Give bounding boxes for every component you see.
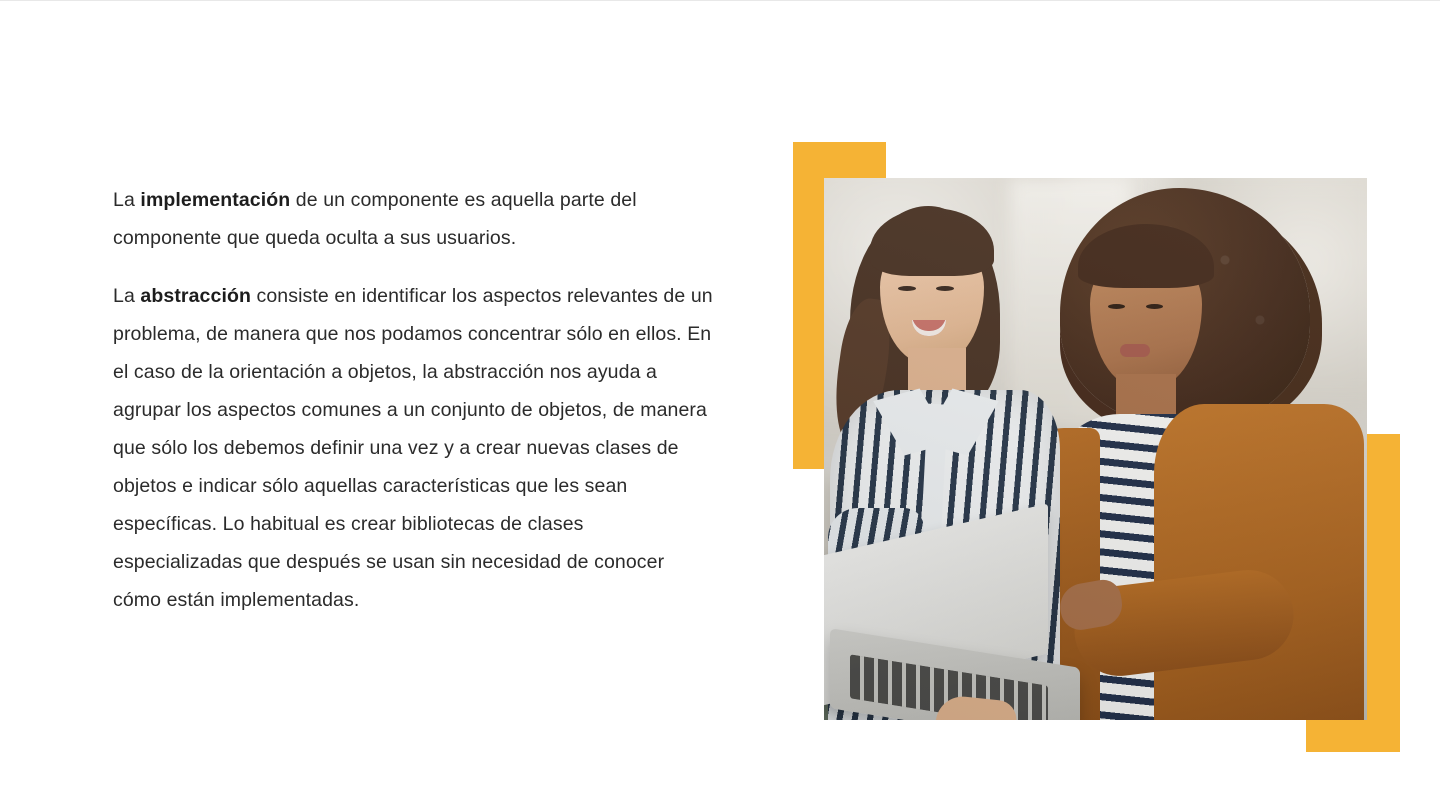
woman-left-eye-right — [936, 286, 954, 291]
paragraph-1-lead: La — [113, 189, 141, 211]
paragraph-1-bold-term: implementación — [140, 189, 291, 211]
photo-two-women-with-laptop — [824, 178, 1367, 720]
woman-left-eye-left — [898, 286, 916, 291]
woman-right-cardigan — [1154, 404, 1364, 720]
paragraph-abstraccion — [113, 277, 713, 619]
paragraph-implementacion — [113, 181, 713, 257]
paragraph-2-rest: consiste en identificar los aspectos relevantes de un problema, de manera que nos podamos concentrar sólo en ellos. En el caso de la orientación a objetos, la abstracción nos ayuda a agrupar los aspectos comunes a un conjunto de objetos, de manera que sólo los debemos definir una vez y a crear nuevas clases de objetos e indicar sólo aquellas características que les sean específicas. Lo habitual es crear bibliotecas de clases especializadas que después se usan sin necesidad de conocer cómo están implementadas. — [113, 285, 713, 611]
paragraph-2-bold-term: abstracción — [140, 285, 251, 307]
paragraph-1-rest: de un componente es aquella parte del componente que queda oculta a sus usuarios. — [113, 189, 637, 249]
woman-right-eye-left — [1108, 304, 1125, 309]
photo-frame — [824, 178, 1367, 720]
woman-right-eye-right — [1146, 304, 1163, 309]
image-block — [793, 142, 1400, 752]
woman-right-lips — [1120, 344, 1150, 357]
text-column — [113, 181, 713, 619]
paragraph-2-lead: La — [113, 285, 141, 307]
